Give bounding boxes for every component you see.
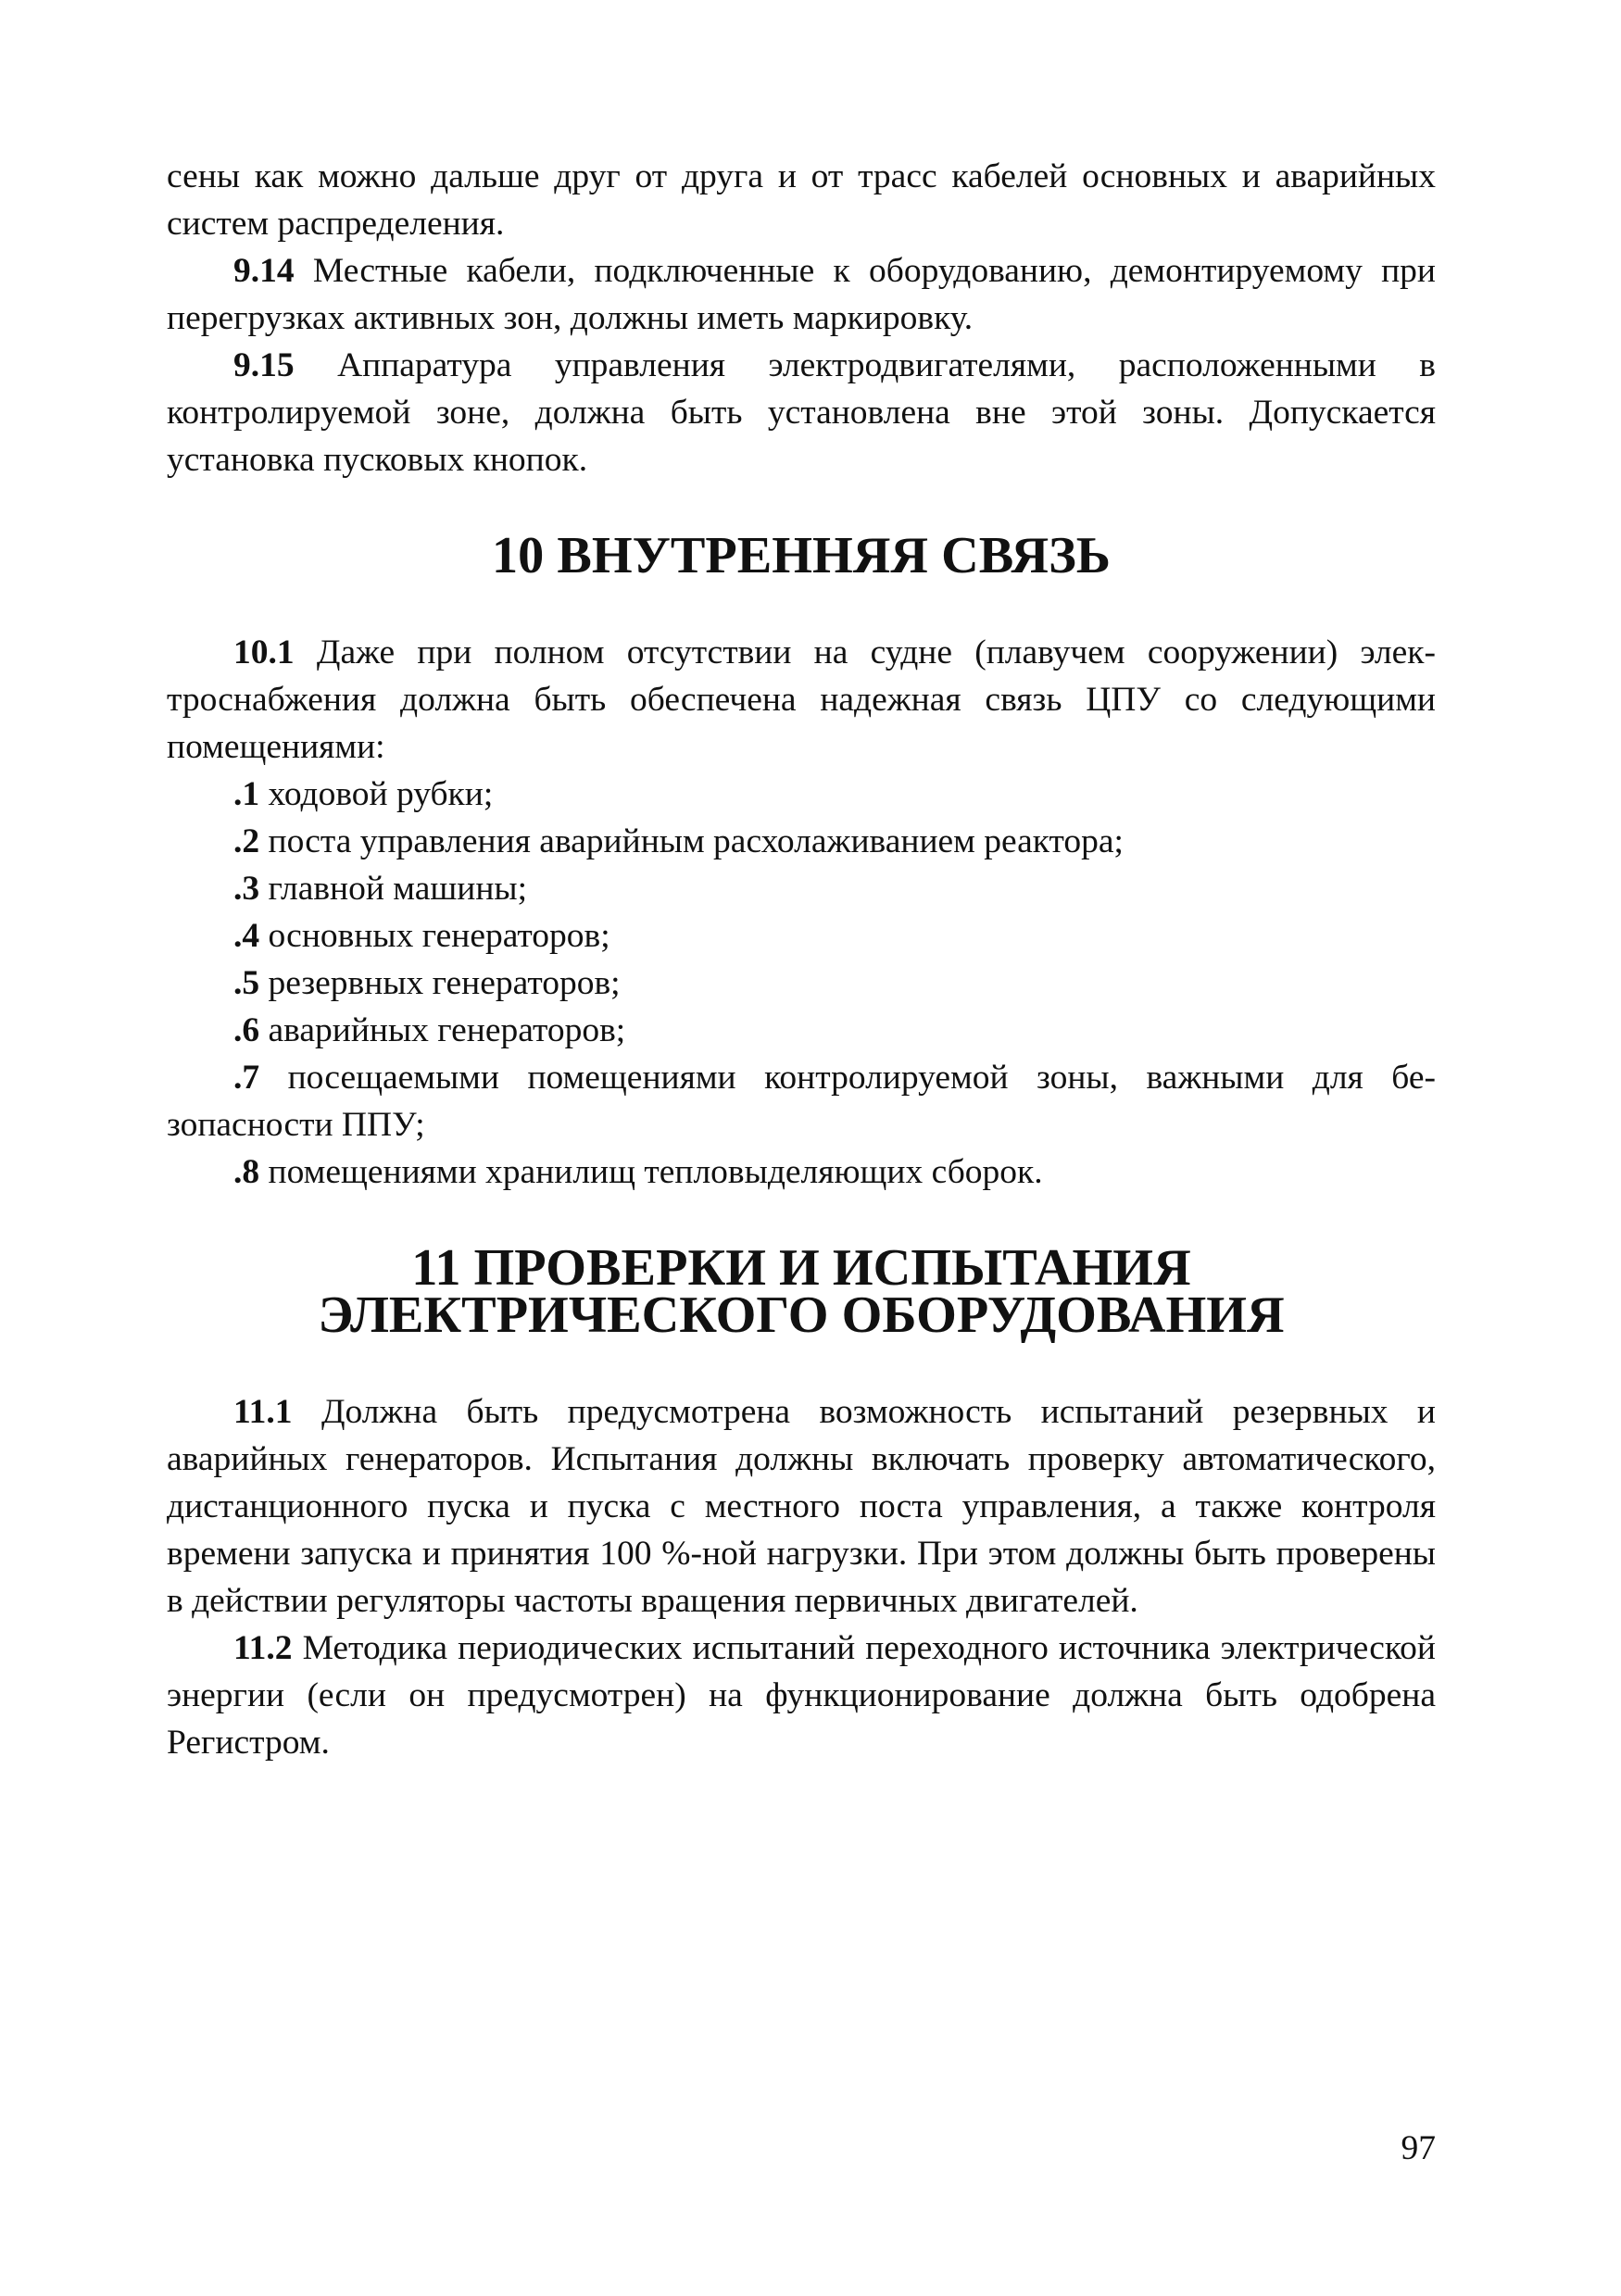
paragraph-9-14 (167, 247, 1436, 342)
continuation-text: сены как можно дальше друг от друга и от трасс кабелей основных и аварийных систем распределения. (167, 157, 1436, 243)
section-10-heading: 10 ВНУТРЕННЯЯ СВЯЗЬ (492, 527, 1111, 584)
paragraph-11-1 (167, 1388, 1436, 1625)
list-item-text: помещениями хранилищ тепловыделяющих сборок. (259, 1153, 1043, 1191)
list-item-text: основных генераторов; (259, 917, 610, 955)
paragraph-text: Методика периодических испытаний переходного источника электрической энергии (если он предусмотрен) на функционирование должна быть одобрена Регистром. (167, 1629, 1436, 1762)
page-body (167, 153, 1436, 1766)
list-item-1 (167, 771, 1436, 818)
paragraph-10-1 (167, 629, 1436, 771)
list-item-7 (167, 1054, 1436, 1148)
section-11-heading-line-2: ЭЛЕКТРИЧЕСКОГО ОБОРУДОВАНИЯ (318, 1286, 1285, 1344)
page-number: 97 (1401, 2129, 1436, 2167)
paragraph-number: 10.1 (233, 634, 295, 671)
paragraph-text: Местные кабели, подключенные к оборудованию, демонтируемому при перегрузках активных зон, должны иметь маркировку. (167, 252, 1436, 337)
list-item-text: посещаемыми помещениями контролируемой зоны, важными для безопасности ППУ; (167, 1059, 1436, 1144)
paragraph-11-2 (167, 1625, 1436, 1766)
list-item-number: .1 (233, 775, 260, 813)
list-item-8 (167, 1148, 1436, 1196)
list-item-2 (167, 818, 1436, 865)
list-item-5 (167, 960, 1436, 1007)
section-11-heading (167, 1239, 1436, 1344)
list-item-text: ходовой рубки; (259, 775, 494, 813)
paragraph-text: Должна быть предусмотрена возможность испытаний резервных и аварийных генераторов. Испытания должны включать проверку автоматического, дистанционного пуска и пуска с местного поста управления, а также контроля времени запуска и принятия 100 %-ной нагрузки. При этом должны быть проверены в действии регуляторы частоты вращения первичных двигателей. (167, 1393, 1436, 1620)
section-11-heading-line-1: 11 ПРОВЕРКИ И ИСПЫТАНИЯ (411, 1239, 1191, 1297)
list-item-text: резервных генераторов; (259, 964, 621, 1002)
list-item-number: .8 (233, 1153, 260, 1191)
paragraph-number: 11.2 (233, 1629, 293, 1667)
paragraph-number: 9.15 (233, 346, 295, 384)
list-item-number: .3 (233, 870, 260, 908)
paragraph-text: Даже при полном отсутствии на судне (плавучем сооружении) электроснабжения должна быть обеспечена надежная связь ЦПУ со следующими помещениями: (167, 634, 1436, 766)
list-item-number: .2 (233, 822, 260, 860)
paragraph-text: Аппаратура управления электродвигателями, расположенными в контролируемой зоне, должна быть установлена вне этой зоны. Допускается установка пусковых кнопок. (167, 346, 1436, 479)
list-item-6 (167, 1007, 1436, 1054)
list-item-number: .6 (233, 1011, 260, 1049)
list-item-3 (167, 865, 1436, 912)
list-item-text: главной машины; (259, 870, 528, 908)
list-item-text: аварийных генераторов; (259, 1011, 626, 1049)
list-item-text: поста управления аварийным расхолаживанием реактора; (259, 822, 1124, 860)
paragraph-9-15 (167, 342, 1436, 483)
paragraph-number: 9.14 (233, 252, 295, 290)
list-item-number: .5 (233, 964, 260, 1002)
continuation-paragraph (167, 153, 1436, 247)
list-item-4 (167, 912, 1436, 960)
paragraph-number: 11.1 (233, 1393, 293, 1431)
list-item-number: .4 (233, 917, 260, 955)
list-item-number: .7 (233, 1059, 260, 1097)
